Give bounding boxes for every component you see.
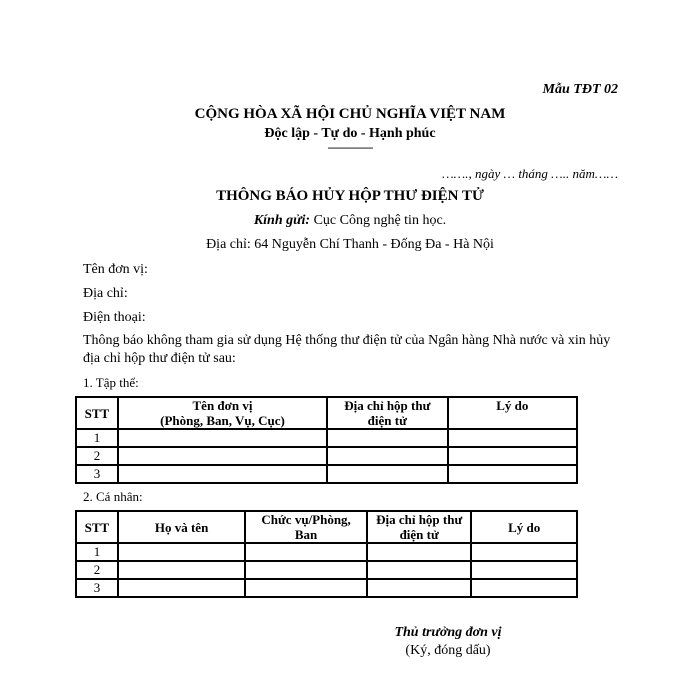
cell[interactable]	[448, 447, 577, 465]
date-line: ……., ngày … tháng ….. năm……	[442, 166, 618, 181]
national-title: CỘNG HÒA XÃ HỘI CHỦ NGHĨA VIỆT NAM	[194, 106, 506, 122]
table-row	[76, 465, 577, 483]
table-header-row	[76, 511, 577, 543]
header-email-text: Địa chỉ hộp thư điện tử	[376, 512, 463, 542]
national-motto: Độc lập - Tự do - Hạnh phúc	[264, 126, 436, 141]
row-number: 3	[76, 579, 118, 597]
table-row	[76, 543, 577, 561]
header-full-name: Họ và tên	[118, 511, 245, 543]
signature-note: (Ký, đóng dấu)	[405, 643, 491, 658]
header-email	[367, 511, 472, 543]
cell[interactable]	[471, 561, 577, 579]
table-row	[76, 579, 577, 597]
cell[interactable]	[118, 543, 245, 561]
recipient-line	[0, 213, 700, 229]
cell[interactable]	[118, 429, 327, 447]
header-email	[327, 397, 448, 429]
row-number: 2	[76, 561, 118, 579]
table-row	[76, 561, 577, 579]
header-stt: STT	[76, 397, 118, 429]
cell[interactable]	[245, 561, 367, 579]
cell[interactable]	[118, 465, 327, 483]
cell[interactable]	[327, 429, 448, 447]
cell[interactable]	[367, 579, 472, 597]
address-field: Địa chỉ:	[83, 286, 128, 301]
recipient-address: Địa chỉ: 64 Nguyễn Chí Thanh - Đống Đa - Hà Nội	[206, 237, 494, 252]
collective-table	[75, 396, 578, 484]
header-position-text: Chức vụ/Phòng, Ban	[261, 512, 351, 542]
cell[interactable]	[327, 465, 448, 483]
header-position	[245, 511, 367, 543]
cell[interactable]	[118, 447, 327, 465]
row-number: 2	[76, 447, 118, 465]
statement-paragraph: Thông báo không tham gia sử dụng Hệ thống thư điện tử của Ngân hàng Nhà nước và xin hủy địa chỉ hộp thư điện tử sau:	[83, 333, 611, 366]
form-code: Mẫu TĐT 02	[542, 82, 618, 97]
cell[interactable]	[245, 543, 367, 561]
individual-table	[75, 510, 578, 598]
section-individual-heading: 2. Cá nhân:	[83, 489, 143, 504]
recipient-value: Cục Công nghệ tin học.	[310, 213, 447, 228]
phone-field: Điện thoại:	[83, 310, 146, 325]
cell[interactable]	[327, 447, 448, 465]
table-row	[76, 447, 577, 465]
table-row	[76, 429, 577, 447]
header-unit-name	[118, 397, 327, 429]
unit-name-field: Tên đơn vị:	[83, 262, 148, 277]
row-number: 3	[76, 465, 118, 483]
header-email-text: Địa chỉ hộp thư điện tử	[344, 398, 431, 428]
header-unit-name-text: Tên đơn vị (Phòng, Ban, Vụ, Cục)	[160, 398, 285, 428]
cell[interactable]	[471, 579, 577, 597]
header-reason: Lý do	[471, 511, 577, 543]
cell[interactable]	[245, 579, 367, 597]
cell[interactable]	[367, 543, 472, 561]
section-collective-heading: 1. Tập thể:	[83, 375, 139, 390]
row-number: 1	[76, 543, 118, 561]
cell[interactable]	[448, 429, 577, 447]
signature-title: Thủ trưởng đơn vị	[394, 625, 502, 640]
cell[interactable]	[118, 561, 245, 579]
cell[interactable]	[448, 465, 577, 483]
cell[interactable]	[118, 579, 245, 597]
header-stt: STT	[76, 511, 118, 543]
cell[interactable]	[471, 543, 577, 561]
header-divider: ---------------	[327, 140, 373, 154]
cell[interactable]	[367, 561, 472, 579]
recipient-label: Kính gửi:	[253, 213, 311, 228]
row-number: 1	[76, 429, 118, 447]
header-reason: Lý do	[448, 397, 577, 429]
document-title: THÔNG BÁO HỦY HỘP THƯ ĐIỆN TỬ	[216, 188, 484, 204]
table-header-row	[76, 397, 577, 429]
